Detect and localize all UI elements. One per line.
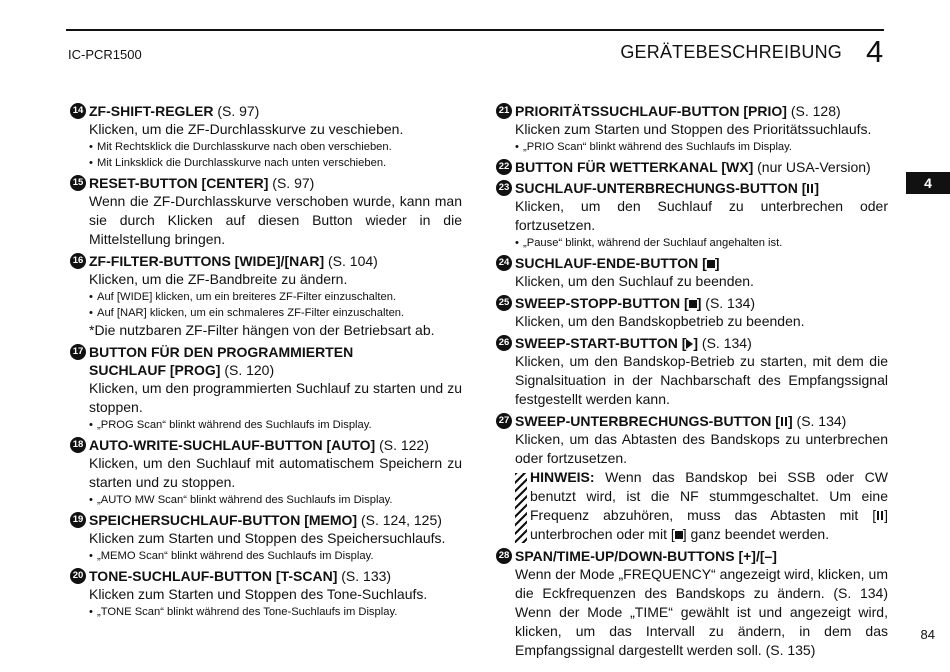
item-description: Klicken, um die ZF-Durchlasskurve zu veschieben. bbox=[89, 121, 404, 137]
chapter-tab: 4 bbox=[906, 172, 950, 194]
right-column bbox=[496, 102, 888, 663]
item-number: 26 bbox=[496, 335, 512, 351]
item-sweep-start: 26 SWEEP-START-BUTTON [ ] (S. 134) Klicken, um den Bandskop-Betrieb zu starten, mit dem die Signalsituation in der Nachbarschaft des Empfangssignal festgestellt werden kann. bbox=[496, 334, 888, 409]
item-title: SUCHLAUF-ENDE-BUTTON [ bbox=[515, 255, 707, 271]
item-number: 14 bbox=[70, 103, 86, 119]
bullet: • Auf [NAR] klicken, um ein schmaleres ZF-Filter einzuschalten. bbox=[89, 307, 405, 319]
page-ref: (S. 124, 125) bbox=[357, 512, 442, 528]
item-number: 16 bbox=[70, 253, 86, 269]
item-description: Klicken, um das Abtasten des Bandskops zu unterbrechen oder fortzusetzen. bbox=[515, 431, 888, 466]
item-description: Klicken zum Starten und Stoppen des Prioritätssuchlaufs. bbox=[515, 121, 872, 137]
page-ref: (S. 120) bbox=[220, 362, 275, 378]
pause-icon bbox=[807, 184, 813, 193]
bullet: • „PROG Scan“ blinkt während des Suchlaufs im Display. bbox=[89, 419, 372, 431]
item-number: 27 bbox=[496, 413, 512, 429]
hint-label: HINWEIS: bbox=[530, 469, 595, 485]
item-number: 25 bbox=[496, 295, 512, 311]
item-title: SPAN/TIME-UP/DOWN-BUTTONS [+]/[–] bbox=[515, 548, 777, 564]
item-description: Klicken, um den Bandskop-Betrieb zu starten, mit dem die Signalsituation in der Nachbarschaft des Empfangssignal festgestellt werden kann. bbox=[515, 353, 888, 407]
item-title: ZF-FILTER-BUTTONS [WIDE]/[NAR] bbox=[89, 253, 325, 269]
bullet: • Mit Rechtsklick die Durchlasskurve nach oben verschieben. bbox=[89, 141, 392, 153]
item-description: Klicken zum Starten und Stoppen des Tone-Suchlaufs. bbox=[89, 586, 428, 602]
item-description: Klicken zum Starten und Stoppen des Speichersuchlaufs. bbox=[89, 530, 446, 546]
page-ref: (S. 128) bbox=[786, 103, 841, 119]
item-title: TONE-SUCHLAUF-BUTTON [T-SCAN] bbox=[89, 568, 338, 584]
item-description: Klicken, um den Suchlauf mit automatischem Speichern zu starten und zu stoppen. bbox=[89, 455, 462, 490]
item-description: Klicken, um den Suchlauf zu beenden. bbox=[515, 273, 754, 289]
item-number: 20 bbox=[70, 568, 86, 584]
item-description: Klicken, um die ZF-Bandbreite zu ändern. bbox=[89, 271, 348, 287]
item-weather-channel bbox=[496, 158, 888, 176]
model-name: IC-PCR1500 bbox=[68, 47, 142, 62]
chapter-number: 4 bbox=[866, 34, 884, 69]
bullet: • „AUTO MW Scan“ blinkt während des Suchlaufs im Display. bbox=[89, 494, 393, 506]
item-title: SWEEP-START-BUTTON [ bbox=[515, 335, 687, 351]
item-tone-scan bbox=[70, 567, 462, 620]
item-number: 19 bbox=[70, 512, 86, 528]
header-rule bbox=[66, 29, 884, 31]
item-sweep-pause: 27 SWEEP-UNTERBRECHUNGS-BUTTON [ ] (S. 134) Klicken, um das Abtasten des Bandskops zu unterbrechen oder fortzusetzen. HINWEIS: Wenn das Bandskop bei SSB oder CW benutzt wird, ist die NF stummgeschaltet. Um eine Frequenz abzuhören, muss das Abtasten mit [ ] unterbrochen oder mit [ ] ganz beendet werden. bbox=[496, 412, 888, 544]
item-number: 24 bbox=[496, 255, 512, 271]
page-ref: (S. 122) bbox=[375, 437, 429, 453]
item-scan-pause: 23 SUCHLAUF-UNTERBRECHUNGS-BUTTON [ ] Klicken, um den Suchlauf zu unterbrechen oder fortzusetzen. • „Pause“ blinkt, während der Suchlauf angehalten ist. bbox=[496, 179, 888, 251]
page-ref: (S. 134) bbox=[792, 413, 847, 429]
item-title: BUTTON FÜR DEN PROGRAMMIERTEN bbox=[89, 344, 354, 360]
hint-box: HINWEIS: Wenn das Bandskop bei SSB oder CW benutzt wird, ist die NF stummgeschaltet. Um eine Frequenz abzuhören, muss das Abtasten mit [ ] unterbrochen oder mit [ ] ganz beendet werden. bbox=[515, 468, 888, 544]
item-title: SWEEP-STOPP-BUTTON [ bbox=[515, 295, 689, 311]
page-ref: (S. 134) bbox=[698, 335, 752, 351]
item-number: 21 bbox=[496, 103, 512, 119]
section-title: GERÄTEBESCHREIBUNG bbox=[620, 42, 842, 62]
item-prog-scan bbox=[70, 343, 462, 433]
item-description: Klicken, um den Bandskopbetrieb zu beenden. bbox=[515, 313, 805, 329]
item-description: Klicken, um den Suchlauf zu unterbrechen oder fortzusetzen. bbox=[515, 198, 888, 233]
item-span-time bbox=[496, 547, 888, 660]
item-number: 23 bbox=[496, 180, 512, 196]
item-reset-center bbox=[70, 174, 462, 249]
bullet: • „TONE Scan“ blinkt während des Tone-Suchlaufs im Display. bbox=[89, 606, 398, 618]
page-ref: (nur USA-Version) bbox=[753, 159, 871, 175]
item-number: 18 bbox=[70, 437, 86, 453]
item-note: *Die nutzbaren ZF-Filter hängen von der Betriebsart ab. bbox=[89, 322, 435, 338]
item-number: 17 bbox=[70, 344, 86, 360]
item-description: Wenn der Mode „FREQUENCY“ angezeigt wird, klicken, um die Eckfrequenzen des Bandskops zu ändern. (S. 134) Wenn der Mode „TIME“ gewählt ist und angezeigt wird, klicken, um das Intervall zu ändern, in dem das Empfangssignal dargestellt werden soll. (S. 135) bbox=[515, 566, 888, 658]
bullet: • „MEMO Scan“ blinkt während des Suchlaufs im Display. bbox=[89, 550, 374, 562]
stop-icon bbox=[689, 300, 697, 308]
item-number: 15 bbox=[70, 175, 86, 191]
item-number: 22 bbox=[496, 159, 512, 175]
item-title: BUTTON FÜR WETTERKANAL [WX] bbox=[515, 159, 754, 175]
item-title: ZF-SHIFT-REGLER bbox=[89, 103, 214, 119]
pause-icon bbox=[781, 417, 787, 426]
hint-hatch-icon bbox=[515, 473, 527, 543]
pause-icon bbox=[877, 511, 883, 520]
item-title: SWEEP-UNTERBRECHUNGS-BUTTON [ bbox=[515, 413, 780, 429]
page-ref: (S. 104) bbox=[324, 253, 378, 269]
item-sweep-stop: 25 SWEEP-STOPP-BUTTON [ ] (S. 134) Klicken, um den Bandskopbetrieb zu beenden. bbox=[496, 294, 888, 331]
item-number: 28 bbox=[496, 548, 512, 564]
item-title-line2: SUCHLAUF [PROG] bbox=[89, 362, 221, 378]
item-title: SPEICHERSUCHLAUF-BUTTON [MEMO] bbox=[89, 512, 358, 528]
page-ref: (S. 134) bbox=[701, 295, 756, 311]
item-zf-shift bbox=[70, 102, 462, 171]
item-prio-scan bbox=[496, 102, 888, 155]
item-title: AUTO-WRITE-SUCHLAUF-BUTTON [AUTO] bbox=[89, 437, 376, 453]
page-ref: (S. 133) bbox=[337, 568, 392, 584]
item-scan-end: 24 SUCHLAUF-ENDE-BUTTON [ ] Klicken, um den Suchlauf zu beenden. bbox=[496, 254, 888, 291]
item-zf-filter bbox=[70, 252, 462, 340]
item-description: Wenn die ZF-Durchlasskurve verschoben wurde, kann man sie durch Klicken auf diesen Button wieder in die Mittelstellung bringen. bbox=[89, 193, 462, 247]
page-number: 84 bbox=[920, 627, 935, 642]
bullet: • Auf [WIDE] klicken, um ein breiteres ZF-Filter einzuschalten. bbox=[89, 291, 397, 303]
item-auto-write bbox=[70, 436, 462, 508]
stop-icon bbox=[675, 531, 683, 539]
item-title: SUCHLAUF-UNTERBRECHUNGS-BUTTON [ bbox=[515, 180, 807, 196]
item-memo-scan bbox=[70, 511, 462, 564]
left-column bbox=[70, 102, 462, 623]
page-ref: (S. 97) bbox=[268, 175, 315, 191]
item-title: RESET-BUTTON [CENTER] bbox=[89, 175, 269, 191]
stop-icon bbox=[707, 260, 715, 268]
bullet: • Mit Linksklick die Durchlasskurve nach unten verschieben. bbox=[89, 157, 387, 169]
item-description: Klicken, um den programmierten Suchlauf zu starten und zu stoppen. bbox=[89, 380, 462, 415]
bullet: • „Pause“ blinkt, während der Suchlauf angehalten ist. bbox=[515, 237, 783, 249]
page-ref: (S. 97) bbox=[213, 103, 260, 119]
bullet: • „PRIO Scan“ blinkt während des Suchlaufs im Display. bbox=[515, 141, 793, 153]
item-title: PRIORITÄTSSUCHLAUF-BUTTON [PRIO] bbox=[515, 103, 787, 119]
